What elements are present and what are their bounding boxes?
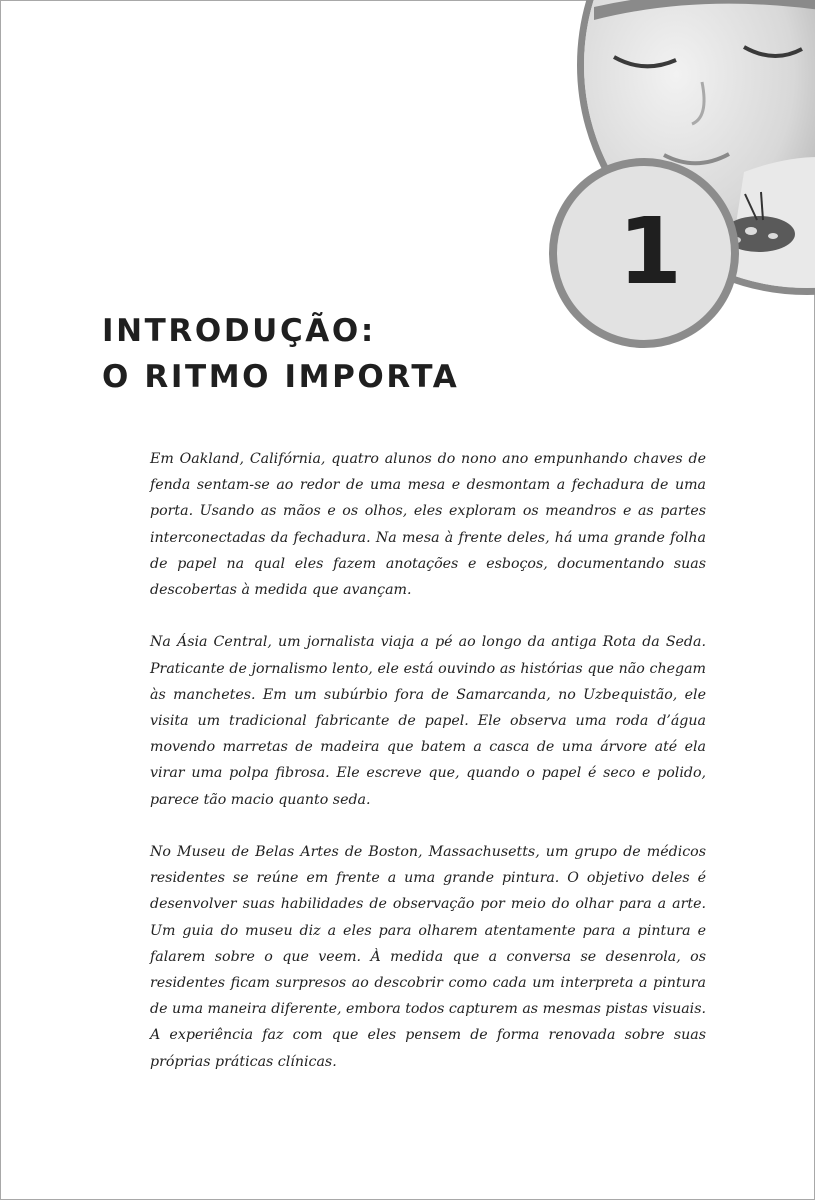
paragraph-silk-road: Na Ásia Central, um jornalista viaja a pé ao longo da antiga Rota da Seda. Praticante de jornalismo lento, ele está ouvindo as histórias que não chegam às manchetes. Em um subúrbio fora de Samarcanda, no Uzbequistão, ele visita um tradicional fabricante de papel. Ele observa uma roda d’água movendo marretas de madeira que batem a casca de uma árvore até ela virar uma polpa fibrosa. Ele escreve que, quando o papel é seco e polido, parece tão macio quanto seda.: [150, 634, 706, 808]
chapter-title-line-2: O RITMO IMPORTA: [102, 359, 460, 395]
chapter-title-line-1: INTRODUÇÃO:: [102, 313, 376, 349]
chapter-title: [102, 308, 459, 400]
paragraph-oakland: Em Oakland, Califórnia, quatro alunos do nono ano empunhando chaves de fenda sentam-se ao redor de uma mesa e desmontam a fechadura de uma porta. Usando as mãos e os olhos, eles exploram os meandros e as partes interconectadas da fechadura. Na mesa à frente deles, há uma grande folha de papel na qual eles fazem anotações e esboços, documentando suas descobertas à medida que avançam.: [150, 451, 706, 599]
chapter-number: 1: [617, 198, 682, 305]
chapter-number-badge: [549, 158, 739, 348]
body-text: [150, 446, 706, 1101]
paragraph-boston-museum: No Museu de Belas Artes de Boston, Massachusetts, um grupo de médicos residentes se reúne em frente a uma grande pintura. O objetivo deles é desenvolver suas habilidades de observação por meio do olhar para a arte. Um guia do museu diz a eles para olharem atentamente para a pintura e falarem sobre o que veem. À medida que a conversa se desenrola, os residentes ficam surpresos ao descobrir como cada um interpreta a pintura de uma maneira diferente, embora todos capturem as mesmas pistas visuais. A experiência faz com que eles pensem de forma renovada sobre suas próprias práticas clínicas.: [150, 844, 707, 1070]
